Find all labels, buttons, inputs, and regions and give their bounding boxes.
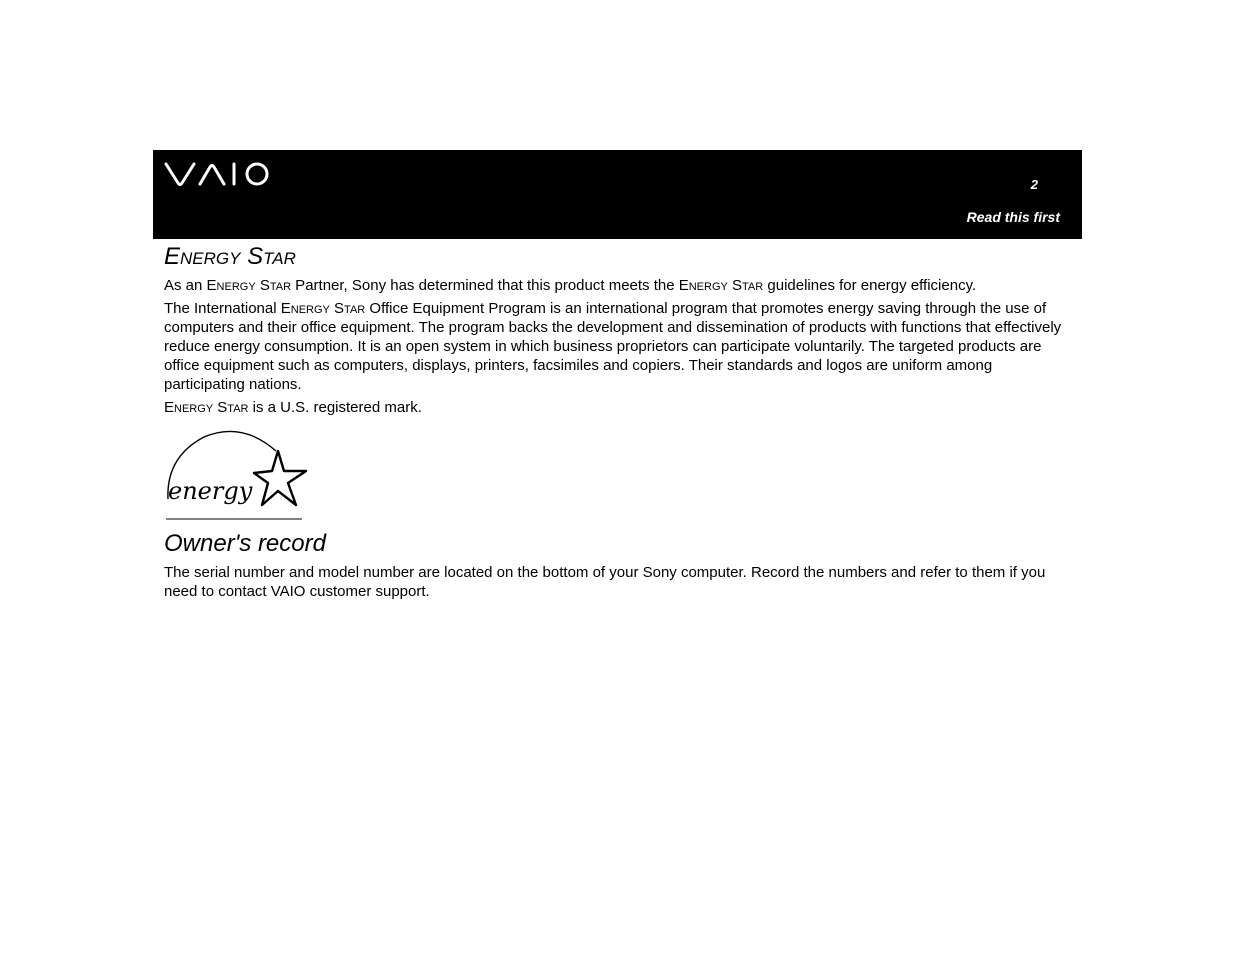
energy-star-paragraph-3: Energy Star is a U.S. registered mark.: [164, 399, 422, 416]
page-header: [153, 150, 1082, 239]
vaio-logo: [164, 161, 270, 187]
owners-record-heading: Owner's record: [164, 530, 326, 557]
energy-star-logo: [164, 429, 310, 521]
energy-star-heading: Energy Star: [164, 243, 296, 270]
energy-star-paragraph-1: As an Energy Star Partner, Sony has determined that this product meets the Energy Star guidelines for energy efficiency.: [164, 277, 977, 294]
page-content: [164, 242, 1074, 601]
owners-record-paragraph: The serial number and model number are located on the bottom of your Sony computer. Record the numbers and refer to them if you need to contact VAIO customer support.: [164, 564, 1046, 600]
section-title: Read this first: [966, 209, 1060, 225]
page-number: 2: [1030, 177, 1038, 192]
energy-star-logo-graphic: [164, 429, 310, 521]
svg-text:energy: energy: [168, 477, 253, 505]
energy-star-paragraph-2: The International Energy Star Office Equipment Program is an international program that promotes energy saving through the use of computers and their office equipment. The program backs the development and dissemination of products with functions that effectively reduce energy consumption. It is an open system in which business proprietors can participate voluntarily. The targeted products are office equipment such as computers, displays, printers, facsimiles and copiers. Their standards and logos are uniform among participating nations.: [164, 300, 1062, 393]
